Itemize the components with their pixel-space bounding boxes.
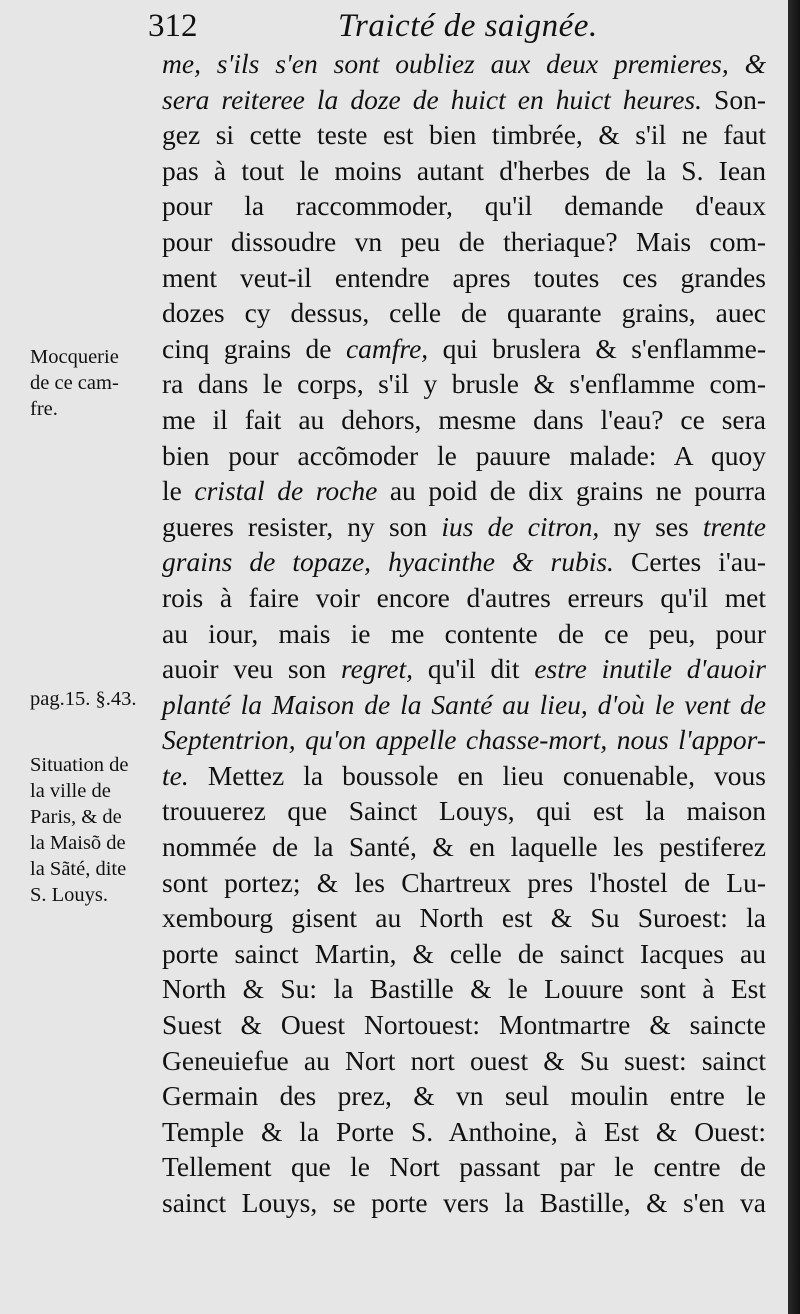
- text-line: [162, 117, 766, 153]
- page-number: 312: [148, 8, 198, 44]
- text-segment: Tellement que le Nort passant par le centre de: [162, 1151, 766, 1183]
- text-line: [162, 829, 766, 865]
- text-line: [162, 936, 766, 972]
- text-segment: qui bruslera & s'enflamme-: [428, 332, 766, 364]
- text-line: [162, 1078, 766, 1114]
- text-line: [162, 971, 766, 1007]
- text-line: [162, 46, 766, 82]
- margin-note-line: S. Louys.: [30, 884, 109, 906]
- margin-note-line: Situation de: [30, 754, 129, 776]
- margin-note-line: la ville de: [30, 780, 111, 802]
- text-segment: au poid de dix grains ne pourra: [377, 475, 766, 507]
- text-segment: gueres resister, ny son: [162, 510, 442, 542]
- text-segment: trouuerez que Sainct Louys, qui est la maison: [162, 795, 766, 827]
- text-segment: Son-: [702, 83, 766, 115]
- text-line: [162, 1043, 766, 1079]
- italic-segment: grains de topaze, hyacinthe & rubis.: [162, 546, 614, 578]
- text-segment: porte sainct Martin, & celle de sainct Iacques au: [162, 937, 766, 969]
- text-segment: au iour, mais ie me contente de ce peu, pour: [162, 617, 766, 649]
- text-line: [162, 188, 766, 224]
- italic-segment: trente: [702, 510, 766, 542]
- margin-note-line: pag.15. §.43.: [30, 688, 137, 710]
- text-line: [162, 793, 766, 829]
- margin-note-situation: [30, 752, 164, 908]
- text-line: [162, 260, 766, 296]
- text-line: [162, 687, 766, 723]
- margin-note-line: Paris, & de: [30, 806, 122, 828]
- text-segment: pour la raccommoder, qu'il demande d'eaux: [162, 190, 766, 222]
- margin-note-page-ref: [30, 686, 164, 712]
- text-line: [162, 1149, 766, 1185]
- text-line: [162, 366, 766, 402]
- text-segment: sont portez; & les Chartreux pres l'hostel de Lu-: [162, 866, 766, 898]
- margin-note-line: de ce cam-: [30, 372, 119, 394]
- text-line: [162, 402, 766, 438]
- text-line: [162, 616, 766, 652]
- text-line: [162, 331, 766, 367]
- text-segment: auoir veu son: [162, 653, 341, 685]
- page-edge-shadow: [788, 0, 800, 1314]
- text-line: [162, 900, 766, 936]
- italic-segment: Septentrion, qu'on appelle chasse-mort, nous l'appor-: [162, 724, 766, 756]
- text-segment: Mettez la boussole en lieu conuenable, vous: [188, 759, 766, 791]
- text-segment: cinq grains de: [162, 332, 346, 364]
- text-segment: ra dans le corps, s'il y brusle & s'enflamme com-: [162, 368, 766, 400]
- text-line: [162, 758, 766, 794]
- margin-note-line: la Sãté, dite: [30, 858, 127, 880]
- text-segment: rois à faire voir encore d'autres erreurs qu'il met: [162, 581, 766, 613]
- text-segment: ny ses: [599, 510, 703, 542]
- text-line: [162, 865, 766, 901]
- text-segment: bien pour accõmoder le pauure malade: A quoy: [162, 439, 766, 471]
- text-line: [162, 1185, 766, 1221]
- text-segment: dozes cy dessus, celle de quarante grains, auec: [162, 297, 766, 329]
- text-line: [162, 722, 766, 758]
- text-segment: xembourg gisent au North est & Su Suroest: la: [162, 902, 766, 934]
- text-segment: Suest & Ouest Nortouest: Montmartre & saincte: [162, 1009, 766, 1041]
- text-segment: pas à tout le moins autant d'herbes de la S. Iean: [162, 154, 766, 186]
- text-segment: Certes i'au-: [613, 546, 766, 578]
- text-segment: Geneuiefue au Nort nort ouest & Su suest: sainct: [162, 1044, 766, 1076]
- italic-segment: te.: [162, 759, 189, 791]
- text-line: [162, 509, 766, 545]
- text-segment: le: [162, 475, 195, 507]
- text-line: [162, 1007, 766, 1043]
- italic-segment: me, s'ils s'en sont oubliez aux deux premieres, &: [162, 48, 766, 79]
- text-segment: nommée de la Santé, & en laquelle les pestiferez: [162, 831, 766, 863]
- text-segment: ment veut-il entendre apres toutes ces grandes: [162, 261, 766, 293]
- italic-segment: camfre,: [345, 332, 429, 364]
- main-text: [162, 46, 766, 1221]
- text-segment: Temple & la Porte S. Anthoine, à Est & Ouest:: [162, 1115, 766, 1147]
- text-segment: qu'il dit: [413, 653, 535, 685]
- running-title: Traicté de saignée.: [338, 8, 598, 44]
- text-segment: gez si cette teste est bien timbrée, & s'il ne faut: [162, 119, 766, 151]
- text-line: [162, 82, 766, 118]
- text-line: [162, 580, 766, 616]
- italic-segment: estre inutile d'auoir: [534, 653, 766, 685]
- text-line: [162, 544, 766, 580]
- italic-segment: ius de citron,: [441, 510, 600, 542]
- text-segment: pour dissoudre vn peu de theriaque? Mais com-: [162, 225, 766, 257]
- italic-segment: regret,: [340, 653, 414, 685]
- text-segment: me il fait au dehors, mesme dans l'eau? ce sera: [162, 403, 766, 435]
- text-segment: sainct Louys, se porte vers la Bastille, & s'en va: [162, 1187, 766, 1218]
- italic-segment: planté la Maison de la Santé au lieu, d'où le vent de: [162, 688, 766, 720]
- margin-note-line: la Maisõ de: [30, 832, 126, 854]
- text-line: [162, 438, 766, 474]
- text-line: [162, 473, 766, 509]
- margin-note-line: Mocquerie: [30, 346, 119, 368]
- text-line: [162, 153, 766, 189]
- margin-note-mocquerie: [30, 344, 164, 422]
- italic-segment: sera reiteree la doze de huict en huict heures.: [162, 83, 702, 115]
- text-line: [162, 1114, 766, 1150]
- margin-note-line: fre.: [30, 398, 58, 420]
- text-line: [162, 651, 766, 687]
- text-line: [162, 295, 766, 331]
- text-segment: Germain des prez, & vn seul moulin entre le: [162, 1080, 766, 1112]
- italic-segment: cristal de roche: [194, 475, 378, 507]
- text-segment: North & Su: la Bastille & le Louure sont à Est: [162, 973, 766, 1005]
- text-line: [162, 224, 766, 260]
